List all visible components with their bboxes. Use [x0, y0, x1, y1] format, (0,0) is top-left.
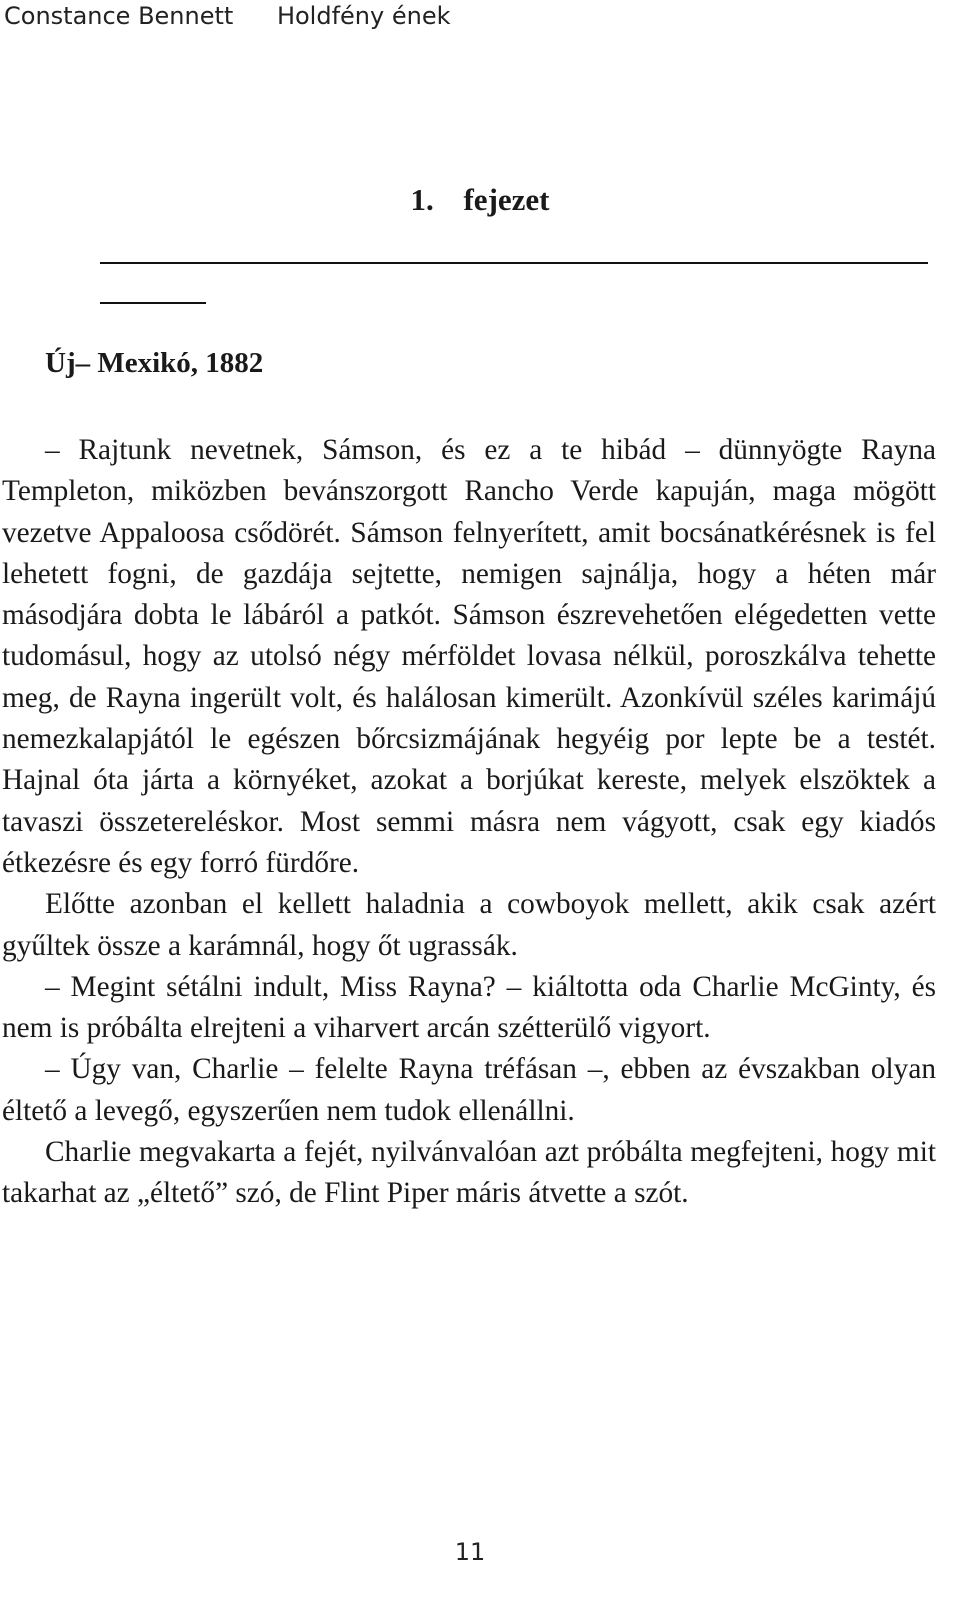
- chapter-number: 1.: [410, 182, 434, 217]
- paragraph: – Megint sétálni indult, Miss Rayna? – kiáltotta oda Charlie McGinty, és nem is próbálta elrejteni a viharvert arcán szétterülő vigyort.: [2, 970, 936, 1045]
- chapter-divider-long: [100, 262, 928, 264]
- header-book-title: Holdfény ének: [276, 2, 451, 30]
- paragraph: – Úgy van, Charlie – felelte Rayna tréfásan –, ebben az évszakban olyan éltető a levegő, egyszerűen nem tudok ellenállni.: [2, 1053, 936, 1127]
- chapter-heading: [0, 182, 960, 218]
- header-author: Constance Bennett: [4, 2, 234, 30]
- paragraph: – Rajtunk nevetnek, Sámson, és ez a te hibád – dünnyögte Rayna Templeton, miközben bevánszorgott Rancho Verde kapuján, maga mögött vezetve Appaloosa csődörét. Sámson felnyerített, amit bocsánatkérésnek is fel lehetett fogni, de gazdája sejtette, nemigen sajnálja, hogy a héten már másodjára dobta le lábáról a patkót. Sámson észrevehetően elégedetten vette tudomásul, hogy az utolsó négy mérföldet lovasa nélkül, poroszkálva tehette meg, de Rayna ingerült volt, és halálosan kimerült. Azonkívül széles karimájú nemezkalapjától le egészen bőrcsizmájának hegyéig por lepte be a testét. Hajnal óta járta a környéket, azokat a borjúkat kereste, melyek elszöktek a tavaszi összetereléskor. Most semmi másra nem vágyott, csak egy kiadós étkezésre és egy forró fürdőre.: [2, 434, 936, 879]
- place-date-subtitle: Új– Mexikó, 1882: [45, 347, 264, 379]
- chapter-label: fejezet: [463, 182, 550, 217]
- page-number: 11: [454, 1538, 486, 1566]
- chapter-divider-short: [100, 302, 206, 304]
- paragraph: Előtte azonban el kellett haladnia a cowboyok mellett, akik csak azért gyűltek össze a karámnál, hogy őt ugrassák.: [2, 888, 936, 962]
- paragraph: Charlie megvakarta a fejét, nyilvánvalóan azt próbálta megfejteni, hogy mit takarhat az „éltető” szó, de Flint Piper máris átvette a szót.: [2, 1136, 936, 1210]
- body-text: [2, 430, 936, 1215]
- running-header: [4, 2, 450, 30]
